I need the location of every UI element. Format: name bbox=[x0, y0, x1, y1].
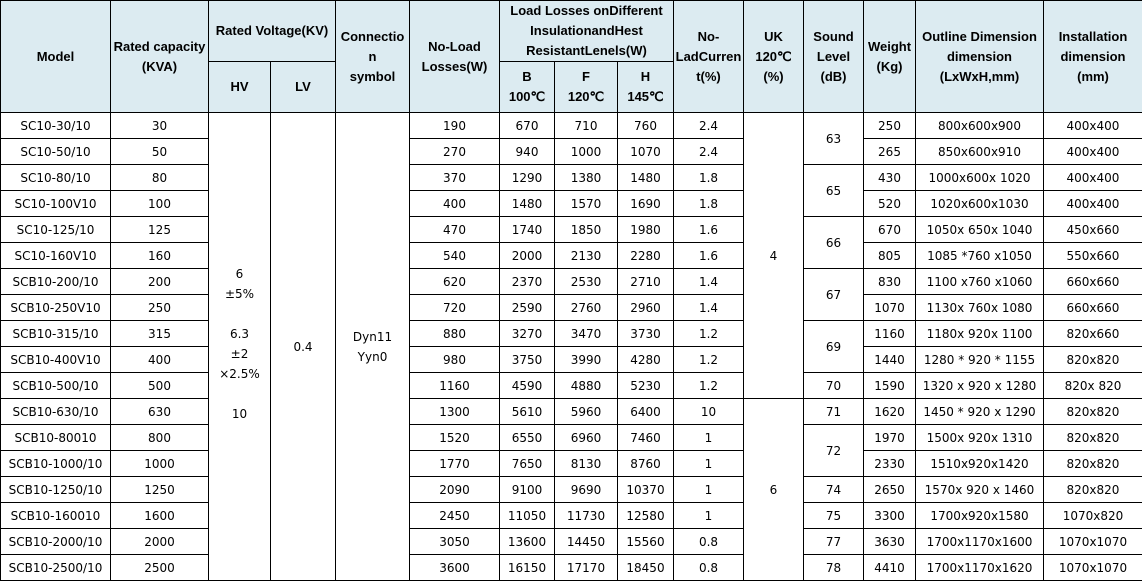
install-cell: 820x820 bbox=[1044, 477, 1142, 503]
weight-cell: 265 bbox=[864, 139, 916, 165]
outline-cell: 850x600x910 bbox=[916, 139, 1044, 165]
loss-f-cell: 2130 bbox=[555, 243, 618, 269]
capacity-cell: 50 bbox=[111, 139, 209, 165]
sound-level-cell: 71 bbox=[804, 399, 864, 425]
install-cell: 820x 820 bbox=[1044, 373, 1142, 399]
sound-level-cell: 69 bbox=[804, 321, 864, 373]
outline-cell: 1085 *760 x1050 bbox=[916, 243, 1044, 269]
table-row bbox=[1, 269, 1142, 295]
install-cell: 660x660 bbox=[1044, 269, 1142, 295]
connection-line: Yyn0 bbox=[336, 347, 409, 367]
sound-level-cell: 66 bbox=[804, 217, 864, 269]
loss-h-cell: 2710 bbox=[618, 269, 674, 295]
header-uk: UK 120℃ (%) bbox=[744, 1, 804, 113]
capacity-cell: 1250 bbox=[111, 477, 209, 503]
install-cell: 820x660 bbox=[1044, 321, 1142, 347]
install-cell: 1070x1070 bbox=[1044, 555, 1142, 581]
loss-h-cell: 8760 bbox=[618, 451, 674, 477]
no-load-current-cell: 0.8 bbox=[674, 555, 744, 581]
header-hv: HV bbox=[209, 62, 271, 113]
install-cell: 400x400 bbox=[1044, 113, 1142, 139]
model-cell: SCB10-250V10 bbox=[1, 295, 111, 321]
table-row bbox=[1, 451, 1142, 477]
sound-level-cell: 78 bbox=[804, 555, 864, 581]
no-load-cell: 400 bbox=[410, 191, 500, 217]
loss-h-cell: 1690 bbox=[618, 191, 674, 217]
table-row bbox=[1, 295, 1142, 321]
loss-b-cell: 1480 bbox=[500, 191, 555, 217]
loss-f-cell: 17170 bbox=[555, 555, 618, 581]
no-load-current-cell: 1 bbox=[674, 425, 744, 451]
outline-cell: 1700x1170x1600 bbox=[916, 529, 1044, 555]
no-load-current-cell: 1.8 bbox=[674, 191, 744, 217]
hv-line: 6.3 bbox=[209, 327, 270, 347]
no-load-cell: 980 bbox=[410, 347, 500, 373]
install-cell: 450x660 bbox=[1044, 217, 1142, 243]
model-cell: SCB10-1250/10 bbox=[1, 477, 111, 503]
loss-f-cell: 2760 bbox=[555, 295, 618, 321]
outline-cell: 1000x600x 1020 bbox=[916, 165, 1044, 191]
sound-level-cell: 63 bbox=[804, 113, 864, 165]
install-cell: 1070x820 bbox=[1044, 503, 1142, 529]
no-load-current-cell: 2.4 bbox=[674, 139, 744, 165]
weight-cell: 520 bbox=[864, 191, 916, 217]
capacity-cell: 125 bbox=[111, 217, 209, 243]
loss-f-cell: 3470 bbox=[555, 321, 618, 347]
weight-cell: 1160 bbox=[864, 321, 916, 347]
capacity-cell: 1600 bbox=[111, 503, 209, 529]
no-load-current-cell: 1 bbox=[674, 503, 744, 529]
capacity-cell: 30 bbox=[111, 113, 209, 139]
model-cell: SC10-100V10 bbox=[1, 191, 111, 217]
model-cell: SCB10-80010 bbox=[1, 425, 111, 451]
table-row bbox=[1, 425, 1142, 451]
header-no-load-losses: No-Load Losses(W) bbox=[410, 1, 500, 113]
loss-f-cell: 1850 bbox=[555, 217, 618, 243]
sound-level-cell: 74 bbox=[804, 477, 864, 503]
table-row bbox=[1, 477, 1142, 503]
no-load-current-cell: 1.2 bbox=[674, 347, 744, 373]
loss-f-cell: 5960 bbox=[555, 399, 618, 425]
capacity-cell: 500 bbox=[111, 373, 209, 399]
table-row bbox=[1, 399, 1142, 425]
capacity-cell: 200 bbox=[111, 269, 209, 295]
header-lv: LV bbox=[271, 62, 336, 113]
loss-f-cell: 710 bbox=[555, 113, 618, 139]
install-cell: 400x400 bbox=[1044, 139, 1142, 165]
no-load-current-cell: 0.8 bbox=[674, 529, 744, 555]
weight-cell: 805 bbox=[864, 243, 916, 269]
hv-line: ±2 bbox=[209, 347, 270, 367]
model-cell: SC10-125/10 bbox=[1, 217, 111, 243]
loss-h-cell: 2960 bbox=[618, 295, 674, 321]
model-cell: SCB10-630/10 bbox=[1, 399, 111, 425]
loss-h-cell: 1070 bbox=[618, 139, 674, 165]
loss-h-cell: 3730 bbox=[618, 321, 674, 347]
loss-f-cell: 9690 bbox=[555, 477, 618, 503]
header-rated-voltage: Rated Voltage(KV) bbox=[209, 1, 336, 62]
capacity-cell: 80 bbox=[111, 165, 209, 191]
install-cell: 820x820 bbox=[1044, 451, 1142, 477]
loss-f-cell: 1380 bbox=[555, 165, 618, 191]
no-load-current-cell: 1.8 bbox=[674, 165, 744, 191]
loss-h-cell: 10370 bbox=[618, 477, 674, 503]
outline-cell: 1320 x 920 x 1280 bbox=[916, 373, 1044, 399]
model-cell: SCB10-2000/10 bbox=[1, 529, 111, 555]
weight-cell: 1070 bbox=[864, 295, 916, 321]
loss-f-cell: 1570 bbox=[555, 191, 618, 217]
header-sound-level: Sound Level (dB) bbox=[804, 1, 864, 113]
sound-level-cell: 67 bbox=[804, 269, 864, 321]
capacity-cell: 315 bbox=[111, 321, 209, 347]
outline-cell: 1450 * 920 x 1290 bbox=[916, 399, 1044, 425]
header-connection-symbol: Connectio n symbol bbox=[336, 1, 410, 113]
install-cell: 400x400 bbox=[1044, 165, 1142, 191]
outline-cell: 1180x 920x 1100 bbox=[916, 321, 1044, 347]
loss-b-cell: 7650 bbox=[500, 451, 555, 477]
weight-cell: 1590 bbox=[864, 373, 916, 399]
weight-cell: 430 bbox=[864, 165, 916, 191]
model-cell: SC10-80/10 bbox=[1, 165, 111, 191]
weight-cell: 1970 bbox=[864, 425, 916, 451]
no-load-cell: 1770 bbox=[410, 451, 500, 477]
table-row bbox=[1, 555, 1142, 581]
loss-h-cell: 1980 bbox=[618, 217, 674, 243]
loss-b-cell: 1740 bbox=[500, 217, 555, 243]
header-outline-dimension: Outline Dimension dimension (LxWxH,mm) bbox=[916, 1, 1044, 113]
model-cell: SC10-30/10 bbox=[1, 113, 111, 139]
no-load-current-cell: 1.4 bbox=[674, 269, 744, 295]
loss-b-cell: 1290 bbox=[500, 165, 555, 191]
weight-cell: 250 bbox=[864, 113, 916, 139]
uk-cell: 4 bbox=[744, 113, 804, 399]
loss-f-cell: 3990 bbox=[555, 347, 618, 373]
hv-cell bbox=[209, 113, 271, 581]
header-load-losses: Load Losses onDifferent InsulationandHest ResistantLenels(W) bbox=[500, 1, 674, 62]
loss-h-cell: 5230 bbox=[618, 373, 674, 399]
table-row bbox=[1, 139, 1142, 165]
outline-cell: 1700x920x1580 bbox=[916, 503, 1044, 529]
table-row bbox=[1, 191, 1142, 217]
loss-b-cell: 3270 bbox=[500, 321, 555, 347]
no-load-cell: 270 bbox=[410, 139, 500, 165]
loss-b-cell: 2590 bbox=[500, 295, 555, 321]
no-load-cell: 1300 bbox=[410, 399, 500, 425]
model-cell: SCB10-400V10 bbox=[1, 347, 111, 373]
loss-b-cell: 2000 bbox=[500, 243, 555, 269]
outline-cell: 1510x920x1420 bbox=[916, 451, 1044, 477]
sound-level-cell: 75 bbox=[804, 503, 864, 529]
loss-h-cell: 18450 bbox=[618, 555, 674, 581]
table-row bbox=[1, 165, 1142, 191]
model-cell: SCB10-2500/10 bbox=[1, 555, 111, 581]
outline-cell: 800x600x900 bbox=[916, 113, 1044, 139]
loss-b-cell: 2370 bbox=[500, 269, 555, 295]
no-load-cell: 1160 bbox=[410, 373, 500, 399]
loss-b-cell: 9100 bbox=[500, 477, 555, 503]
loss-b-cell: 5610 bbox=[500, 399, 555, 425]
model-cell: SCB10-500/10 bbox=[1, 373, 111, 399]
weight-cell: 2330 bbox=[864, 451, 916, 477]
loss-f-cell: 8130 bbox=[555, 451, 618, 477]
weight-cell: 830 bbox=[864, 269, 916, 295]
no-load-cell: 470 bbox=[410, 217, 500, 243]
loss-f-cell: 11730 bbox=[555, 503, 618, 529]
no-load-current-cell: 1.6 bbox=[674, 243, 744, 269]
loss-f-cell: 4880 bbox=[555, 373, 618, 399]
loss-b-cell: 4590 bbox=[500, 373, 555, 399]
outline-cell: 1700x1170x1620 bbox=[916, 555, 1044, 581]
header-rated-capacity: Rated capacity (KVA) bbox=[111, 1, 209, 113]
loss-b-cell: 13600 bbox=[500, 529, 555, 555]
no-load-cell: 880 bbox=[410, 321, 500, 347]
model-cell: SCB10-1000/10 bbox=[1, 451, 111, 477]
outline-cell: 1500x 920x 1310 bbox=[916, 425, 1044, 451]
loss-h-cell: 2280 bbox=[618, 243, 674, 269]
outline-cell: 1100 x760 x1060 bbox=[916, 269, 1044, 295]
sound-level-cell: 65 bbox=[804, 165, 864, 217]
no-load-current-cell: 1 bbox=[674, 477, 744, 503]
capacity-cell: 100 bbox=[111, 191, 209, 217]
model-cell: SC10-160V10 bbox=[1, 243, 111, 269]
install-cell: 550x660 bbox=[1044, 243, 1142, 269]
weight-cell: 1440 bbox=[864, 347, 916, 373]
loss-f-cell: 1000 bbox=[555, 139, 618, 165]
connection-cell bbox=[336, 113, 410, 581]
table-row bbox=[1, 373, 1142, 399]
no-load-cell: 190 bbox=[410, 113, 500, 139]
no-load-current-cell: 1 bbox=[674, 451, 744, 477]
no-load-cell: 1520 bbox=[410, 425, 500, 451]
table-row bbox=[1, 243, 1142, 269]
install-cell: 400x400 bbox=[1044, 191, 1142, 217]
outline-cell: 1050x 650x 1040 bbox=[916, 217, 1044, 243]
no-load-current-cell: 2.4 bbox=[674, 113, 744, 139]
loss-b-cell: 6550 bbox=[500, 425, 555, 451]
capacity-cell: 1000 bbox=[111, 451, 209, 477]
model-cell: SC10-50/10 bbox=[1, 139, 111, 165]
hv-line: ×2.5% bbox=[209, 367, 270, 387]
weight-cell: 3300 bbox=[864, 503, 916, 529]
hv-line: ±5% bbox=[209, 287, 270, 307]
header-f-120: F 120℃ bbox=[555, 62, 618, 113]
weight-cell: 3630 bbox=[864, 529, 916, 555]
loss-f-cell: 14450 bbox=[555, 529, 618, 555]
sound-level-cell: 77 bbox=[804, 529, 864, 555]
loss-b-cell: 16150 bbox=[500, 555, 555, 581]
capacity-cell: 630 bbox=[111, 399, 209, 425]
capacity-cell: 160 bbox=[111, 243, 209, 269]
loss-b-cell: 11050 bbox=[500, 503, 555, 529]
capacity-cell: 2000 bbox=[111, 529, 209, 555]
sound-level-cell: 72 bbox=[804, 425, 864, 477]
no-load-current-cell: 1.2 bbox=[674, 373, 744, 399]
loss-b-cell: 670 bbox=[500, 113, 555, 139]
no-load-current-cell: 1.6 bbox=[674, 217, 744, 243]
loss-h-cell: 4280 bbox=[618, 347, 674, 373]
loss-h-cell: 1480 bbox=[618, 165, 674, 191]
header-installation-dimension: Installation dimension (mm) bbox=[1044, 1, 1142, 113]
loss-b-cell: 940 bbox=[500, 139, 555, 165]
weight-cell: 1620 bbox=[864, 399, 916, 425]
no-load-cell: 3050 bbox=[410, 529, 500, 555]
model-cell: SCB10-200/10 bbox=[1, 269, 111, 295]
install-cell: 820x820 bbox=[1044, 399, 1142, 425]
hv-line: 10 bbox=[209, 407, 270, 427]
loss-f-cell: 6960 bbox=[555, 425, 618, 451]
table-row bbox=[1, 217, 1142, 243]
hv-line: 6 bbox=[209, 267, 270, 287]
table-row bbox=[1, 113, 1142, 139]
no-load-current-cell: 1.4 bbox=[674, 295, 744, 321]
header-h-145: H 145℃ bbox=[618, 62, 674, 113]
no-load-cell: 720 bbox=[410, 295, 500, 321]
outline-cell: 1280 * 920 * 1155 bbox=[916, 347, 1044, 373]
loss-h-cell: 6400 bbox=[618, 399, 674, 425]
loss-h-cell: 15560 bbox=[618, 529, 674, 555]
hv-line bbox=[209, 387, 270, 407]
connection-line: Dyn11 bbox=[336, 327, 409, 347]
loss-h-cell: 7460 bbox=[618, 425, 674, 451]
model-cell: SCB10-160010 bbox=[1, 503, 111, 529]
header-b-100: B 100℃ bbox=[500, 62, 555, 113]
capacity-cell: 400 bbox=[111, 347, 209, 373]
no-load-cell: 2090 bbox=[410, 477, 500, 503]
model-cell: SCB10-315/10 bbox=[1, 321, 111, 347]
install-cell: 1070x1070 bbox=[1044, 529, 1142, 555]
no-load-cell: 2450 bbox=[410, 503, 500, 529]
loss-f-cell: 2530 bbox=[555, 269, 618, 295]
loss-h-cell: 12580 bbox=[618, 503, 674, 529]
capacity-cell: 800 bbox=[111, 425, 209, 451]
no-load-cell: 540 bbox=[410, 243, 500, 269]
outline-cell: 1020x600x1030 bbox=[916, 191, 1044, 217]
no-load-current-cell: 1.2 bbox=[674, 321, 744, 347]
header-weight: Weight (Kg) bbox=[864, 1, 916, 113]
no-load-cell: 3600 bbox=[410, 555, 500, 581]
capacity-cell: 2500 bbox=[111, 555, 209, 581]
weight-cell: 2650 bbox=[864, 477, 916, 503]
hv-line bbox=[209, 307, 270, 327]
no-load-cell: 370 bbox=[410, 165, 500, 191]
install-cell: 820x820 bbox=[1044, 425, 1142, 451]
no-load-current-cell: 10 bbox=[674, 399, 744, 425]
header-model: Model bbox=[1, 1, 111, 113]
table-row bbox=[1, 529, 1142, 555]
sound-level-cell: 70 bbox=[804, 373, 864, 399]
header-no-load-current: No- LadCurren t(%) bbox=[674, 1, 744, 113]
table-row bbox=[1, 503, 1142, 529]
lv-cell: 0.4 bbox=[271, 113, 336, 581]
loss-b-cell: 3750 bbox=[500, 347, 555, 373]
no-load-cell: 620 bbox=[410, 269, 500, 295]
weight-cell: 670 bbox=[864, 217, 916, 243]
install-cell: 660x660 bbox=[1044, 295, 1142, 321]
outline-cell: 1570x 920 x 1460 bbox=[916, 477, 1044, 503]
loss-h-cell: 760 bbox=[618, 113, 674, 139]
weight-cell: 4410 bbox=[864, 555, 916, 581]
uk-cell: 6 bbox=[744, 399, 804, 581]
capacity-cell: 250 bbox=[111, 295, 209, 321]
outline-cell: 1130x 760x 1080 bbox=[916, 295, 1044, 321]
table-row bbox=[1, 347, 1142, 373]
install-cell: 820x820 bbox=[1044, 347, 1142, 373]
table-row bbox=[1, 321, 1142, 347]
